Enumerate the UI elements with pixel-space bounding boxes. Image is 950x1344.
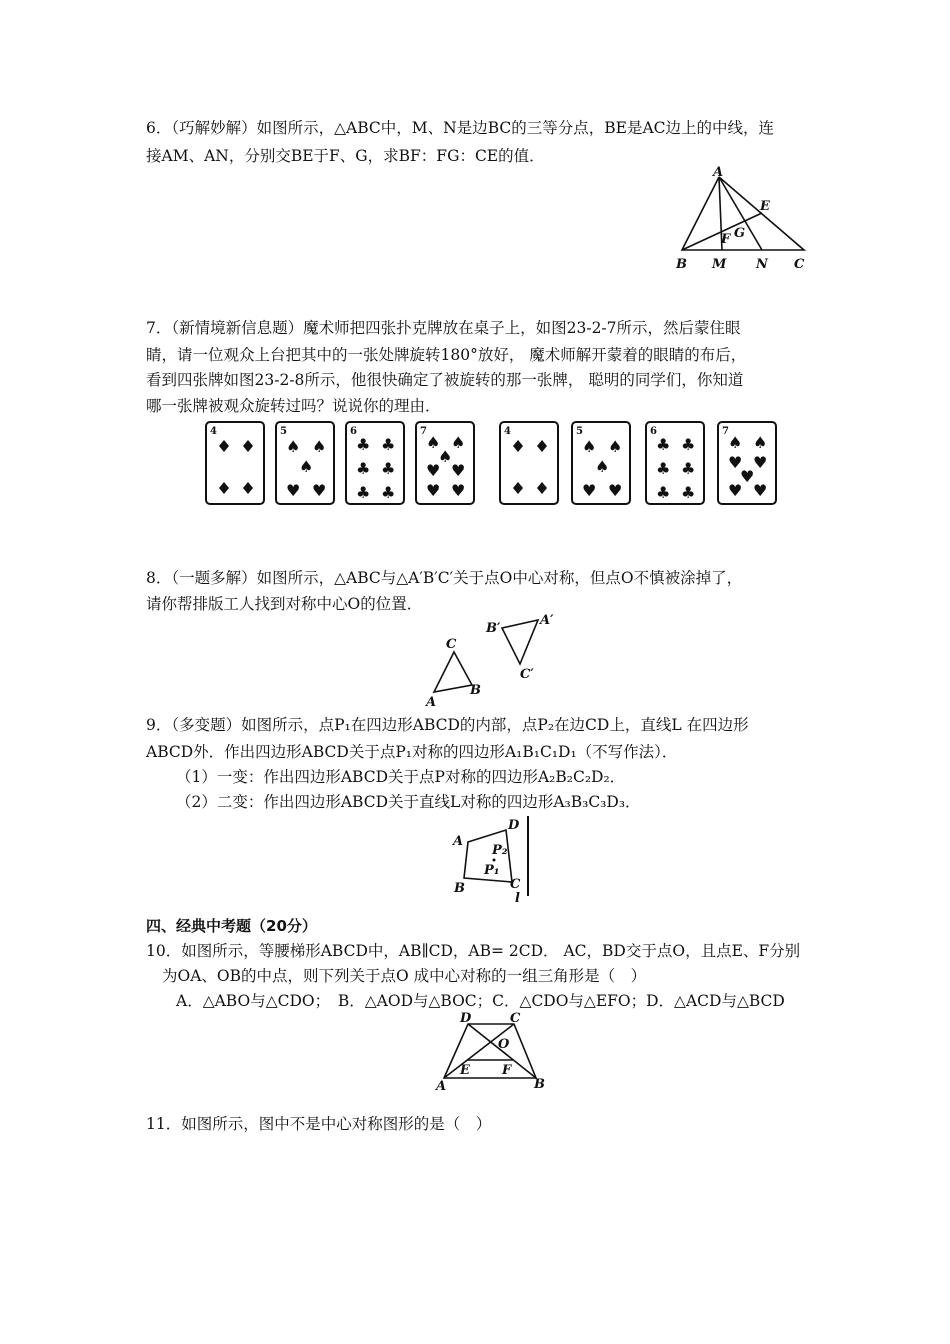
svg-text:♥: ♥: [728, 453, 743, 472]
svg-text:♥: ♥: [426, 481, 441, 500]
q9-line4: （2）二变：作出四边形ABCD关于直线L对称的四边形A₃B₃C₃D₃．: [176, 793, 641, 811]
svg-text:♣: ♣: [381, 435, 396, 454]
label-b-prime: B′: [486, 621, 501, 636]
card-rank: 7: [420, 426, 427, 437]
q9-quadrilateral-figure: [448, 812, 548, 904]
card-4-diamonds: [206, 422, 264, 504]
label-p1: P₁: [484, 863, 500, 878]
q9-line2: ABCD外．作出四边形ABCD关于点P₁对称的四边形A₁B₁C₁D₁（不写作法）．: [146, 743, 678, 761]
label-e: E: [460, 1063, 470, 1078]
card-6-clubs: [346, 422, 404, 504]
svg-text:♥: ♥: [286, 481, 301, 500]
label-a: A: [713, 165, 724, 180]
svg-text:♠: ♠: [753, 433, 768, 452]
trapezoid-abcd: [444, 1024, 536, 1078]
svg-text:♥: ♥: [451, 481, 466, 500]
label-c: C: [794, 257, 805, 272]
svg-text:♠: ♠: [286, 437, 301, 456]
svg-text:♣: ♣: [656, 459, 671, 478]
svg-text:♠: ♠: [608, 437, 623, 456]
label-c: C: [510, 1011, 521, 1026]
q7-line4: 哪一张牌被观众旋转过吗？说说你的理由．: [146, 397, 441, 415]
svg-text:♣: ♣: [656, 435, 671, 454]
card-rank: 5: [576, 426, 583, 437]
card-4-diamonds-b: [500, 422, 558, 504]
label-a: A: [436, 1079, 447, 1092]
q10-trapezoid-figure: [428, 1010, 558, 1092]
svg-text:♥: ♥: [451, 461, 466, 480]
label-b: B: [454, 881, 465, 896]
svg-text:♥: ♥: [608, 481, 623, 500]
q6-line1: 6．（巧解妙解）如图所示，△ABC中，M、N是边BC的三等分点，BE是AC边上的中线，连: [146, 119, 774, 137]
svg-text:♣: ♣: [356, 483, 371, 502]
card-rank: 7: [722, 426, 729, 437]
svg-text:♠: ♠: [312, 437, 327, 456]
label-a: A: [426, 695, 437, 710]
svg-text:♥: ♥: [312, 481, 327, 500]
svg-text:♠: ♠: [438, 447, 453, 466]
svg-text:♥: ♥: [582, 481, 597, 500]
svg-text:♠: ♠: [595, 457, 610, 476]
label-o: O: [498, 1037, 510, 1052]
svg-text:♣: ♣: [381, 483, 396, 502]
card-rank: 6: [650, 426, 657, 437]
svg-text:♣: ♣: [681, 483, 696, 502]
svg-text:♠: ♠: [299, 457, 314, 476]
label-b: B: [676, 257, 687, 272]
svg-text:♣: ♣: [356, 435, 371, 454]
q9-line3: （1）一变：作出四边形ABCD关于点P对称的四边形A₂B₂C₂D₂．: [176, 768, 626, 786]
label-n: N: [756, 257, 768, 272]
card-5-spades: [276, 422, 334, 504]
point-p1: [493, 859, 496, 862]
label-b: B: [534, 1077, 545, 1092]
label-b: B: [470, 683, 481, 698]
label-d: D: [460, 1011, 472, 1026]
label-g: G: [734, 226, 746, 241]
svg-text:♥: ♥: [740, 467, 755, 486]
label-e: E: [760, 199, 770, 214]
svg-text:♠: ♠: [582, 437, 597, 456]
svg-text:♣: ♣: [681, 459, 696, 478]
svg-text:♥: ♥: [426, 461, 441, 480]
triangle-apbpcp: [502, 620, 538, 664]
q7-line1: 7．（新情境新信息题）魔术师把四张扑克牌放在桌子上，如图23-2-7所示，然后蒙住眼: [146, 319, 741, 337]
q10-options: A．△ABO与△CDO； B．△AOD与△BOC；C．△CDO与△EFO；D．△ACD与△BCD: [176, 992, 785, 1010]
svg-text:♠: ♠: [426, 433, 441, 452]
label-c: C: [446, 637, 457, 652]
q8-line2: 请你帮排版工人找到对称中心O的位置．: [146, 595, 423, 613]
q8-symmetric-triangles-figure: [420, 610, 570, 710]
label-p2: P₂: [492, 843, 508, 858]
card-rank: 6: [350, 426, 357, 437]
card-rank: 4: [210, 426, 217, 437]
q7-line3: 看到四张牌如图23-2-8所示，他很快确定了被旋转的那一张牌， 聪明的同学们，你知道: [146, 371, 744, 389]
label-f: F: [721, 232, 731, 247]
playing-cards-figure: [200, 418, 785, 508]
label-f: F: [502, 1063, 512, 1078]
svg-text:♥: ♥: [753, 481, 768, 500]
label-a: A: [453, 834, 464, 849]
q11-line1: 11．如图所示，图中不是中心对称图形的是（ ）: [146, 1115, 492, 1133]
svg-text:♠: ♠: [728, 433, 743, 452]
section-heading: 四、经典中考题（20分）: [146, 917, 317, 935]
triangle-abc: [434, 652, 472, 692]
label-c: C: [510, 877, 521, 892]
card-rank: 4: [504, 426, 511, 437]
q8-line1: 8．（一题多解）如图所示，△ABC与△A′B′C′关于点O中心对称，但点O不慎被涂掉了，: [146, 569, 743, 587]
label-m: M: [712, 257, 727, 272]
q10-line2: 为OA、OB的中点，则下列关于点O 成中心对称的一组三角形是（ ）: [162, 967, 647, 985]
label-c-prime: C′: [520, 667, 534, 682]
q6-line2: 接AM、AN，分别交BE于F、G，求BF：FG：CE的值．: [146, 147, 545, 165]
q7-line2: 睛，请一位观众上台把其中的一张处牌旋转180°放好， 魔术师解开蒙着的眼睛的布后，: [146, 346, 747, 364]
svg-text:♥: ♥: [753, 453, 768, 472]
card-6-clubs-b: [646, 422, 704, 504]
svg-text:♣: ♣: [356, 459, 371, 478]
card-7-spades-b: [718, 422, 776, 504]
q10-line1: 10．如图所示，等腰梯形ABCD中，AB∥CD，AB= 2CD． AC，BD交于点O，且点E、F分别: [146, 942, 801, 960]
card-5-spades-b: [572, 422, 630, 504]
card-7-spades: [416, 422, 474, 504]
label-a-prime: A′: [540, 613, 554, 628]
card-rank: 5: [280, 426, 287, 437]
label-d: D: [508, 818, 520, 833]
label-l: l: [515, 891, 520, 904]
svg-text:♣: ♣: [681, 435, 696, 454]
svg-text:♥: ♥: [728, 481, 743, 500]
svg-text:♣: ♣: [656, 483, 671, 502]
svg-text:♠: ♠: [451, 433, 466, 452]
q9-line1: 9．（多变题）如图所示，点P₁在四边形ABCD的内部，点P₂在边CD上，直线L 在四边形: [146, 716, 749, 734]
q6-triangle-figure: [670, 165, 820, 275]
svg-text:♣: ♣: [381, 459, 396, 478]
